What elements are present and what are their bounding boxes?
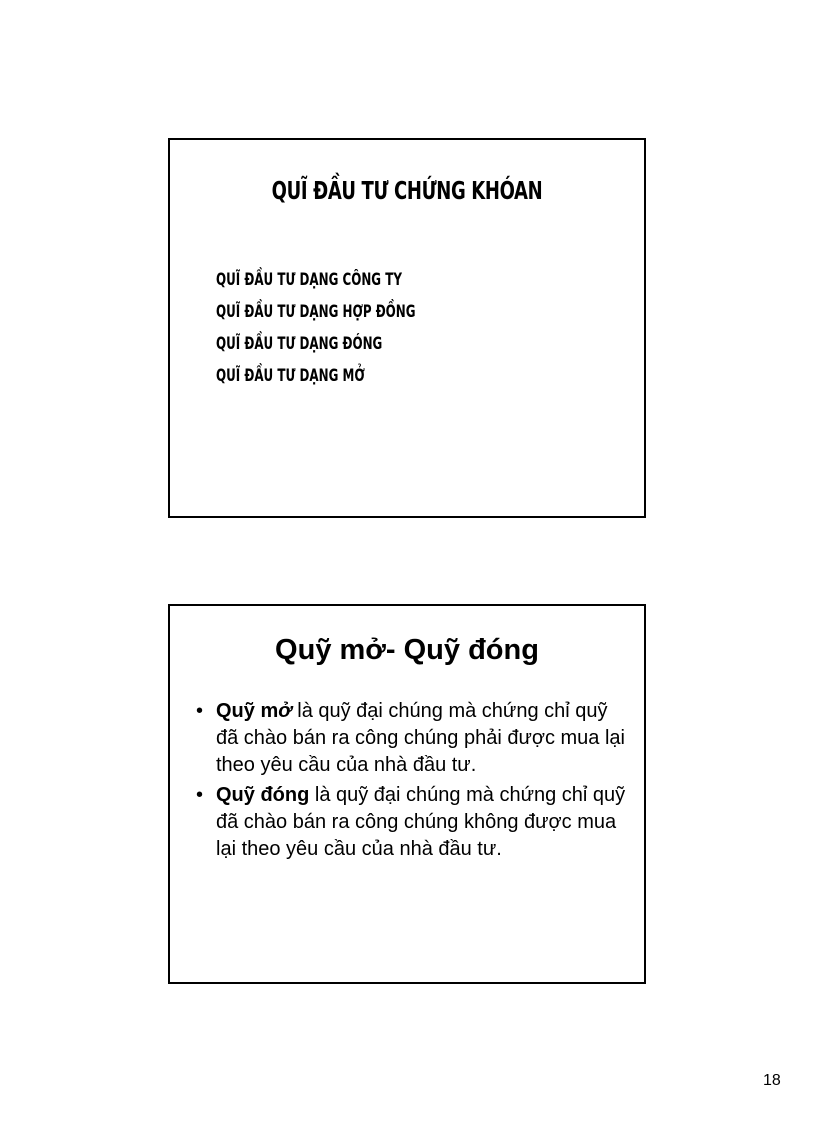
definition-text: là quỹ đại chúng mà chứng chỉ quỹ đã chào bán ra công chúng không được mua lại theo yêu cầu của nhà đầu tư. [216,784,626,860]
page-number: 18 [763,1072,781,1089]
term-text-italic: ở [278,700,292,722]
term-open-fund [216,700,292,722]
term-closed-fund [216,784,309,806]
bullet-marker: • [196,784,204,806]
fund-type-list [216,264,501,392]
list-item [196,698,626,779]
term-text: Quỹ đóng [216,784,310,806]
term-text: Quỹ m [216,700,279,722]
slide-title: QUĨ ĐẦU TƯ CHỨNG KHÓAN [271,176,543,205]
slide-title: Quỹ mở- Quỹ đóng [275,634,539,666]
list-item [196,782,626,863]
list-item: QUĨ ĐẦU TƯ DẠNG HỢP ĐỒNG [216,302,416,322]
list-item: QUĨ ĐẦU TƯ DẠNG CÔNG TY [216,270,402,290]
bullet-marker: • [196,700,204,722]
list-item: QUĨ ĐẦU TƯ DẠNG ĐÓNG [216,334,383,354]
slide-open-closed-fund [168,604,646,984]
definition-list [196,698,626,866]
slide-investment-fund-types [168,138,646,518]
definition-text: là quỹ đại chúng mà chứng chỉ quỹ đã chào bán ra công chúng phải được mua lại theo yêu cầu của nhà đầu tư. [216,700,625,776]
list-item: QUĨ ĐẦU TƯ DẠNG MỞ [216,366,365,386]
